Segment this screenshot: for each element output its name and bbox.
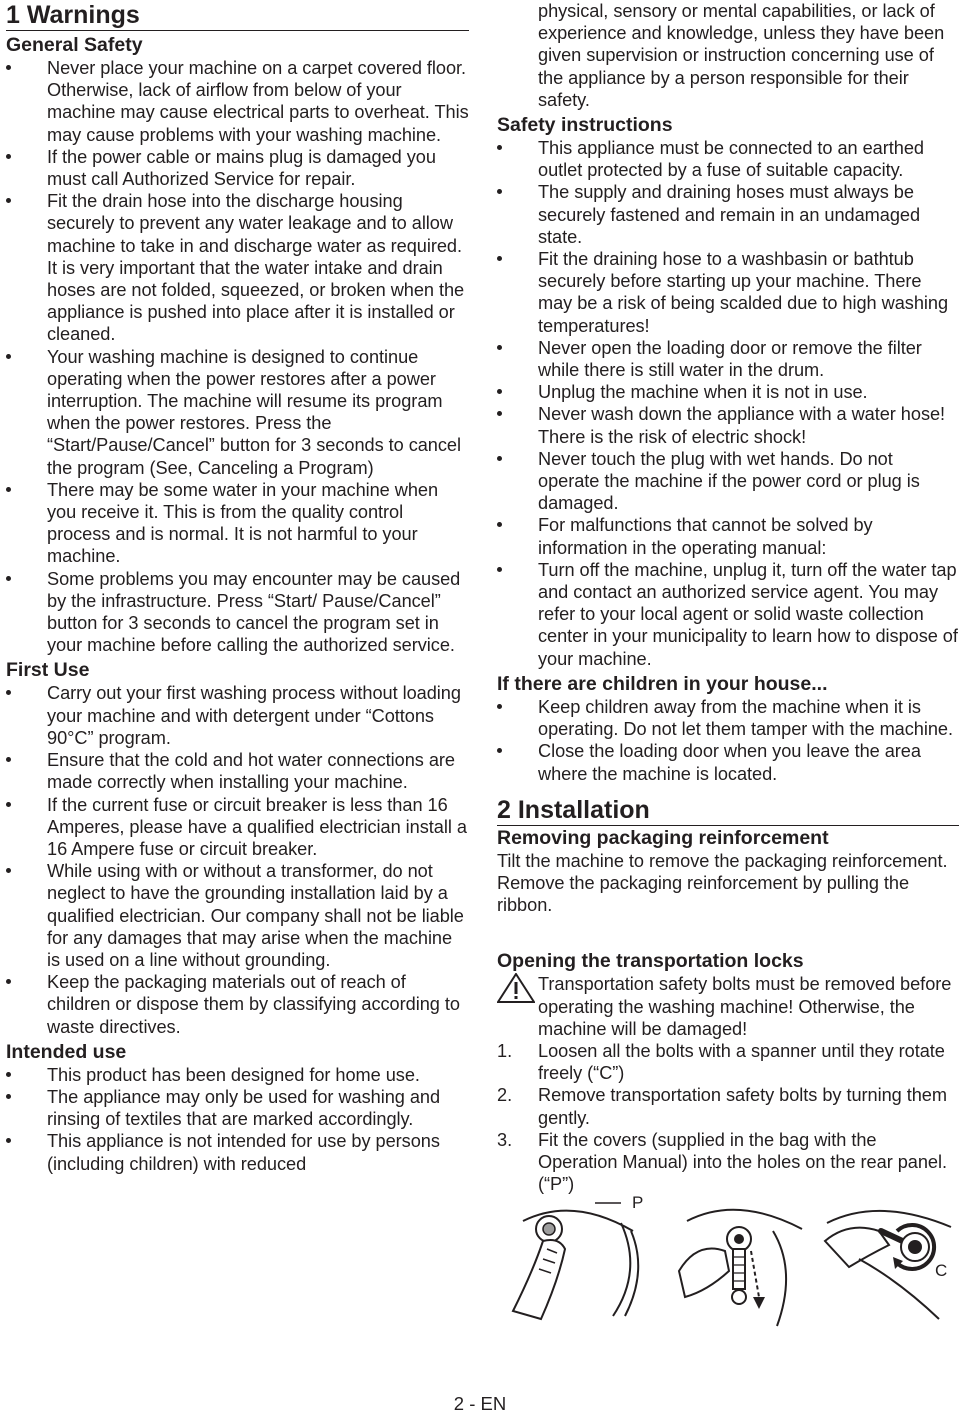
step-number: 1. xyxy=(497,1040,513,1061)
safety-instructions-list xyxy=(497,137,959,670)
heading-packaging: Removing packaging reinforcement xyxy=(497,826,829,849)
step-number: 3. xyxy=(497,1129,513,1150)
list-item: If the current fuse or circuit breaker is less than 16 Amperes, please have a qualified electrician install a 16 Ampere fuse or circuit breaker. xyxy=(6,794,469,861)
list-item: Keep the packaging materials out of reach of children or dispose them by classifying according to waste directives. xyxy=(6,971,469,1038)
section-title-installation: 2 Installation xyxy=(497,795,959,826)
warning-block xyxy=(497,973,959,1040)
list-item: For malfunctions that cannot be solved by information in the operating manual: xyxy=(497,514,959,558)
list-item: Ensure that the cold and hot water connections are made correctly when installing your machine. xyxy=(6,749,469,793)
list-item: While using with or without a transformer, do not neglect to have the grounding installation laid by a qualified electrician. Our company shall not be liable for any damages that may arise when the machine is used on a line without grounding. xyxy=(6,860,469,971)
list-item: Never touch the plug with wet hands. Do not operate the machine if the power cord or plug is damaged. xyxy=(497,448,959,515)
heading-first-use: First Use xyxy=(6,659,90,682)
list-item xyxy=(497,1040,959,1084)
list-item: There may be some water in your machine when you receive it. This is from the quality control process and is normal. It is not harmful to your machine. xyxy=(6,479,469,568)
list-item xyxy=(497,1129,959,1196)
list-item: The supply and draining hoses must always be securely fastened and remain in an undamaged state. xyxy=(497,181,959,248)
step-text: Remove transportation safety bolts by turning them gently. xyxy=(538,1085,947,1128)
heading-intended-use: Intended use xyxy=(6,1040,127,1063)
children-list xyxy=(497,696,959,785)
left-column xyxy=(6,0,469,1175)
list-item: Carry out your first washing process without loading your machine and with detergent under “Cottons 90°C” program. xyxy=(6,682,469,749)
warning-text: Transportation safety bolts must be removed before operating the washing machine! Otherwise, the machine will be damaged! xyxy=(538,974,952,1039)
list-item: This appliance is not intended for use by persons (including children) with reduced xyxy=(6,1130,469,1174)
list-item: Some problems you may encounter may be caused by the infrastructure. Press “Start/ Pause/Cancel” button for 3 seconds to cancel the program set in your machine before calling the authorized service. xyxy=(6,568,469,657)
list-item: Never place your machine on a carpet covered floor. Otherwise, lack of airflow from below of your machine may cause electrical parts to overheat. This may cause problems with your washing machine. xyxy=(6,57,469,146)
list-item: Keep children away from the machine when it is operating. Do not let them tamper with the machine. xyxy=(497,696,959,740)
packaging-text: Tilt the machine to remove the packaging reinforcement. Remove the packaging reinforcement by pulling the ribbon. xyxy=(497,850,948,916)
step-number: 2. xyxy=(497,1085,513,1106)
figure-label-p: P xyxy=(632,1193,644,1213)
intended-use-list xyxy=(6,1064,469,1175)
first-use-list xyxy=(6,682,469,1037)
list-item xyxy=(497,1084,959,1128)
list-item: Never wash down the appliance with a water hose! There is the risk of electric shock! xyxy=(497,403,959,447)
list-item: This product has been designed for home use. xyxy=(6,1064,469,1086)
list-item: If the power cable or mains plug is damaged you must call Authorized Service for repair. xyxy=(6,146,469,190)
list-item: Close the loading door when you leave the area where the machine is located. xyxy=(497,740,959,784)
page-number: 2 - EN xyxy=(453,1393,507,1414)
list-item: Fit the draining hose to a washbasin or bathtub securely before starting up your machine. There may be a risk of being scalded due to high washing temperatures! xyxy=(497,248,959,337)
cover-insert-illustration xyxy=(503,1201,648,1321)
list-item: This appliance must be connected to an earthed outlet protected by a fuse of suitable capacity. xyxy=(497,137,959,181)
step-text: Loosen all the bolts with a spanner until they rotate freely (“C”) xyxy=(538,1040,945,1084)
list-item: Never open the loading door or remove the filter while there is still water in the drum. xyxy=(497,337,959,381)
right-column xyxy=(497,0,959,1346)
list-item: The appliance may only be used for washing and rinsing of textiles that are marked accordingly. xyxy=(6,1086,469,1130)
section-title-warnings: 1 Warnings xyxy=(6,0,469,31)
illustrations xyxy=(497,1193,959,1346)
heading-transport-locks: Opening the transportation locks xyxy=(497,950,804,973)
bolt-removal-illustration xyxy=(677,1201,807,1331)
list-item: Turn off the machine, unplug it, turn off the water tap and contact an authorized service agent. You may refer to your local agent or solid waste collection center in your municipality to learn how to dispose of your machine. xyxy=(497,559,959,670)
figure-label-c: C xyxy=(935,1261,948,1281)
heading-general-safety: General Safety xyxy=(6,34,143,56)
continuation-text: physical, sensory or mental capabilities, or lack of experience and knowledge, unless they have been given supervision or instruction concerning use of the appliance by a person responsible for their safety. xyxy=(538,1,945,110)
heading-safety-instructions: Safety instructions xyxy=(497,114,673,137)
general-safety-list xyxy=(6,57,469,656)
step-text: Fit the covers (supplied in the bag with the Operation Manual) into the holes on the rear panel. (“P”) xyxy=(538,1129,947,1195)
list-item: Your washing machine is designed to continue operating when the power restores after a power interruption. The machine will resume its program when the power restores. Press the “Start/Pause/Cancel” button for 3 seconds to cancel the program (See, Canceling a Program) xyxy=(6,346,469,479)
transport-steps-list xyxy=(497,1040,959,1195)
list-item: Unplug the machine when it is not in use. xyxy=(497,381,959,403)
warning-triangle-icon xyxy=(497,973,535,1008)
heading-children: If there are children in your house... xyxy=(497,672,828,695)
list-item: Fit the drain hose into the discharge housing securely to prevent any water leakage and to allow machine to take in and discharge water as required. It is very important that the water intake and drain hoses are not folded, squeezed, or broken when the appliance is pushed into place after it is installed or cleaned. xyxy=(6,190,469,345)
